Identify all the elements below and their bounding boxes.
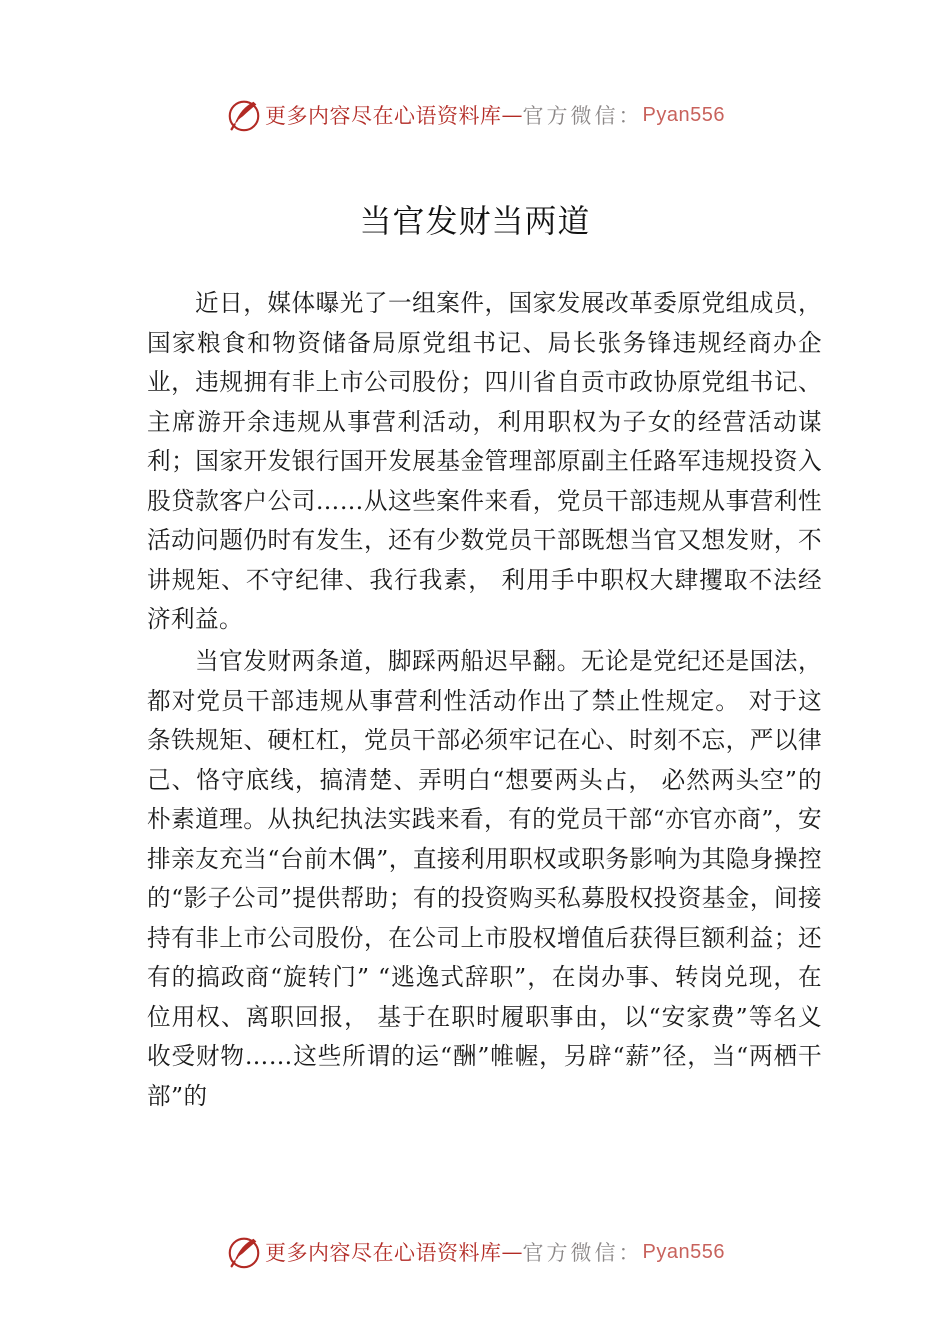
header-wechat-id: Pyan556 xyxy=(642,103,725,126)
header-banner-dash: — xyxy=(501,103,523,127)
header-banner-text: 更多内容尽在心语资料库 xyxy=(265,104,502,128)
footer-banner-dash: — xyxy=(501,1240,523,1264)
footer-watermark-banner xyxy=(0,1232,950,1272)
paragraph-2: 当官发财两条道，脚踩两船迟早翻。无论是党纪还是国法，都对党员干部违规从事营利性活动作出了禁止性规定。 对于这条铁规矩、硬杠杠，党员干部必须牢记在心、时刻不忘，严以律己、恪守底线，搞清楚、弄明白“想要两头占， 必然两头空”的朴素道理。从执纪执法实践来看，有的党员干部“亦官亦商”，安排亲友充当“台前木偶”，直接利用职权或职务影响为其隐身操控的“影子公司”提供帮助；有的投资购买私募股权投资基金，间接持有非上市公司股份，在公司上市股权增值后获得巨额利益；还有的搞政商“旋转门” “逃逸式辞职”，在岗办事、转岗兑现，在位用权、离职回报， 基于在职时履职事由，以“安家费”等名义收受财物……这些所谓的运“酬”帷幄，另辟“薪”径，当“两栖干部”的 xyxy=(147,647,822,1110)
footer-banner-label: 官方微信： xyxy=(522,1241,643,1265)
header-banner-label: 官方微信： xyxy=(522,104,643,128)
document-title: 当官发财当两道 xyxy=(359,202,591,240)
footer-banner-text: 更多内容尽在心语资料库 xyxy=(265,1241,502,1265)
quill-pen-logo-icon xyxy=(225,1233,263,1271)
quill-pen-logo-icon xyxy=(225,96,263,134)
footer-wechat-id: Pyan556 xyxy=(642,1240,725,1263)
paragraph-1: 近日，媒体曝光了一组案件，国家发展改革委原党组成员，国家粮食和物资储备局原党组书记、局长张务锋违规经商办企业，违规拥有非上市公司股份；四川省自贡市政协原党组书记、主席游开余违规从事营利活动，利用职权为子女的经营活动谋利；国家开发银行国开发展基金管理部原副主任路军违规投资入股贷款客户公司……从这些案件来看，党员干部违规从事营利性活动问题仍时有发生，还有少数党员干部既想当官又想发财，不讲规矩、不守纪律、我行我素， 利用手中职权大肆攫取不法经济利益。 xyxy=(147,289,822,633)
header-watermark-banner xyxy=(0,95,950,135)
